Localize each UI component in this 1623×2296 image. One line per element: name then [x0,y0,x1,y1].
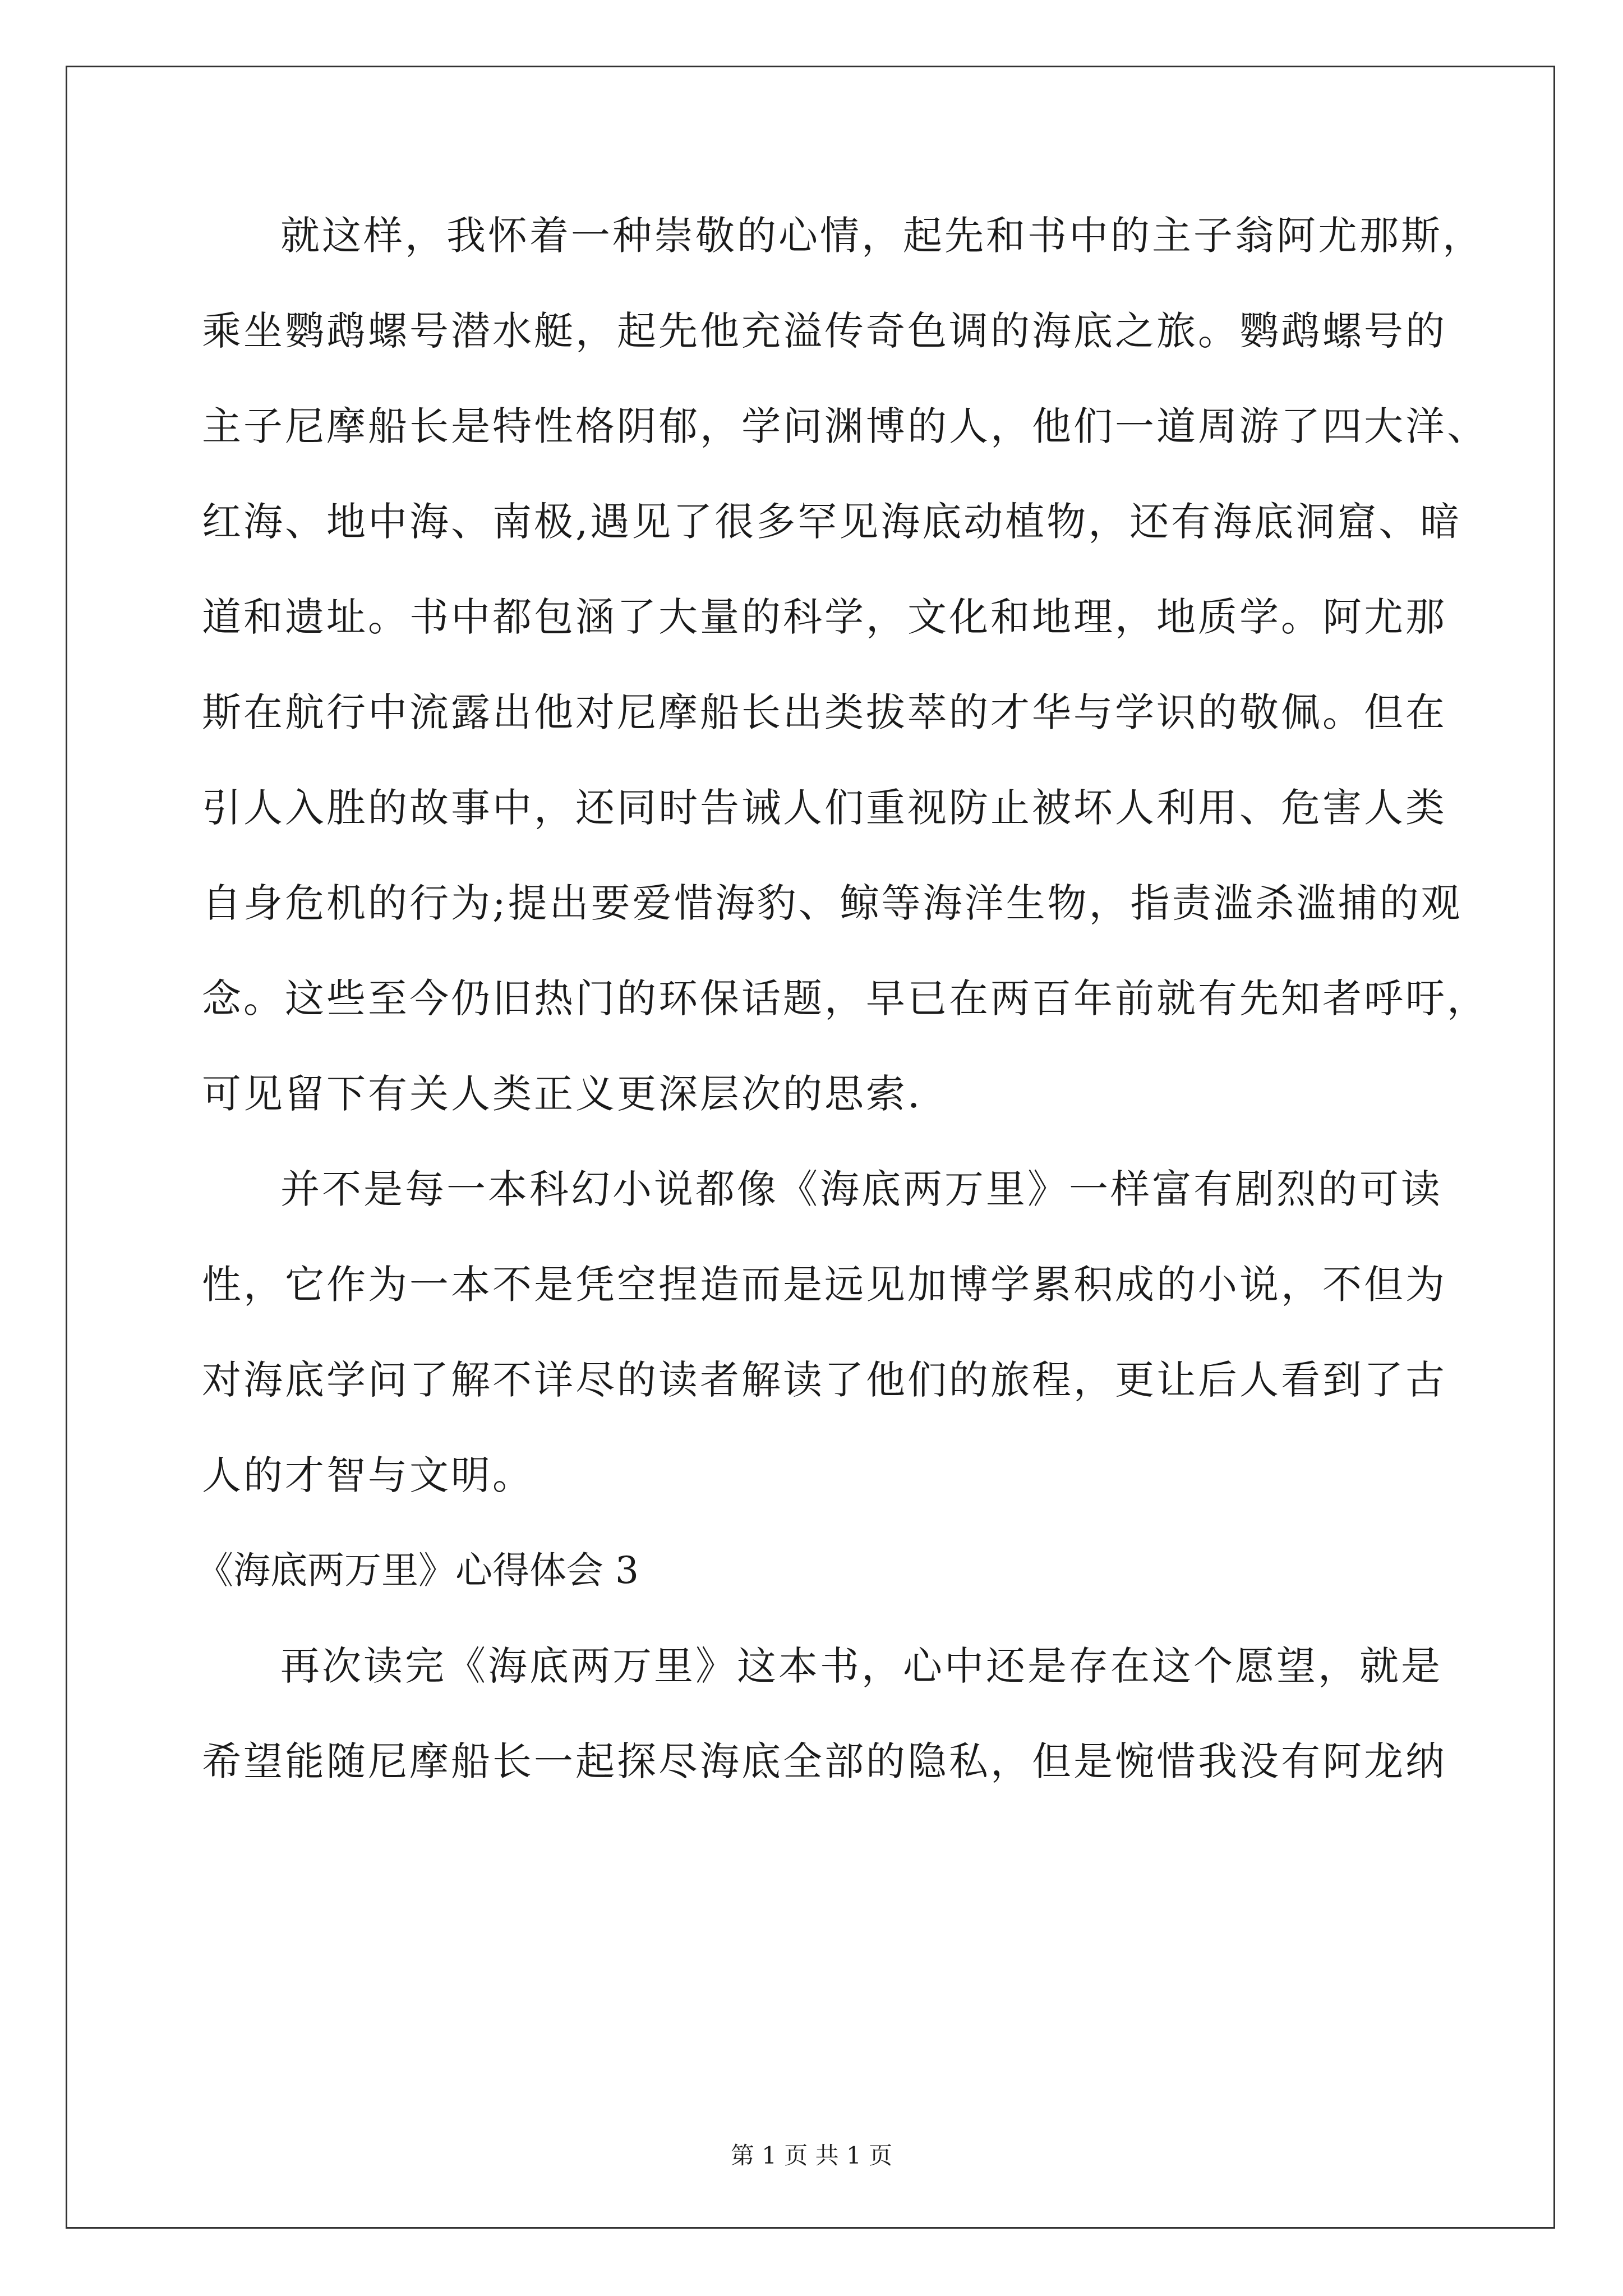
text-line: 性，它作为一本不是凭空捏造而是远见加博学累积成的小说，不但为 [202,1262,1447,1308]
text-line: 对海底学问了解不详尽的读者解读了他们的旅程，更让后人看到了古 [202,1357,1447,1403]
text-line: 乘坐鹦鹉螺号潜水艇，起先他充溢传奇色调的海底之旅。鹦鹉螺号的 [202,308,1447,354]
text-line: 再次读完《海底两万里》这本书，心中还是存在这个愿望，就是 [280,1643,1442,1689]
text-line: 斯在航行中流露出他对尼摩船长出类拔萃的才华与学识的敬佩。但在 [202,689,1447,735]
page-footer: 第 1 页 共 1 页 [730,2142,893,2169]
text-line: 自身危机的行为;提出要爱惜海豹、鲸等海洋生物，指责滥杀滥捕的观 [202,880,1463,926]
text-line: 道和遗址。书中都包涵了大量的科学，文化和地理，地质学。阿尤那 [202,594,1447,640]
text-line: 就这样，我怀着一种崇敬的心情，起先和书中的主子翁阿尤那斯， [280,213,1484,259]
text-line: 引人入胜的故事中，还同时告诫人们重视防止被坏人利用、危害人类 [202,785,1447,831]
text-line: 念。这些至今仍旧热门的环保话题，早已在两百年前就有先知者呼吁， [202,976,1488,1022]
paragraph-1 [202,213,1488,1170]
text-line: 主子尼摩船长是特性格阴郁，学问渊博的人，他们一道周游了四大洋、 [202,403,1488,449]
document-body [196,213,1488,1837]
text-line: 希望能随尼摩船长一起探尽海底全部的隐私，但是惋惜我没有阿龙纳 [202,1738,1447,1784]
paragraph-2 [202,1166,1447,1551]
text-line: 并不是每一本科幻小说都像《海底两万里》一样富有剧烈的可读 [280,1166,1442,1212]
text-line: 人的才智与文明。 [202,1452,534,1498]
text-line: 红海、地中海、南极,遇见了很多罕见海底动植物，还有海底洞窟、暗 [202,499,1462,545]
section-title: 《海底两万里》心得体会 3 [196,1549,639,1592]
text-line: 可见留下有关人类正义更深层次的思索. [202,1071,923,1117]
paragraph-3 [202,1643,1447,1837]
